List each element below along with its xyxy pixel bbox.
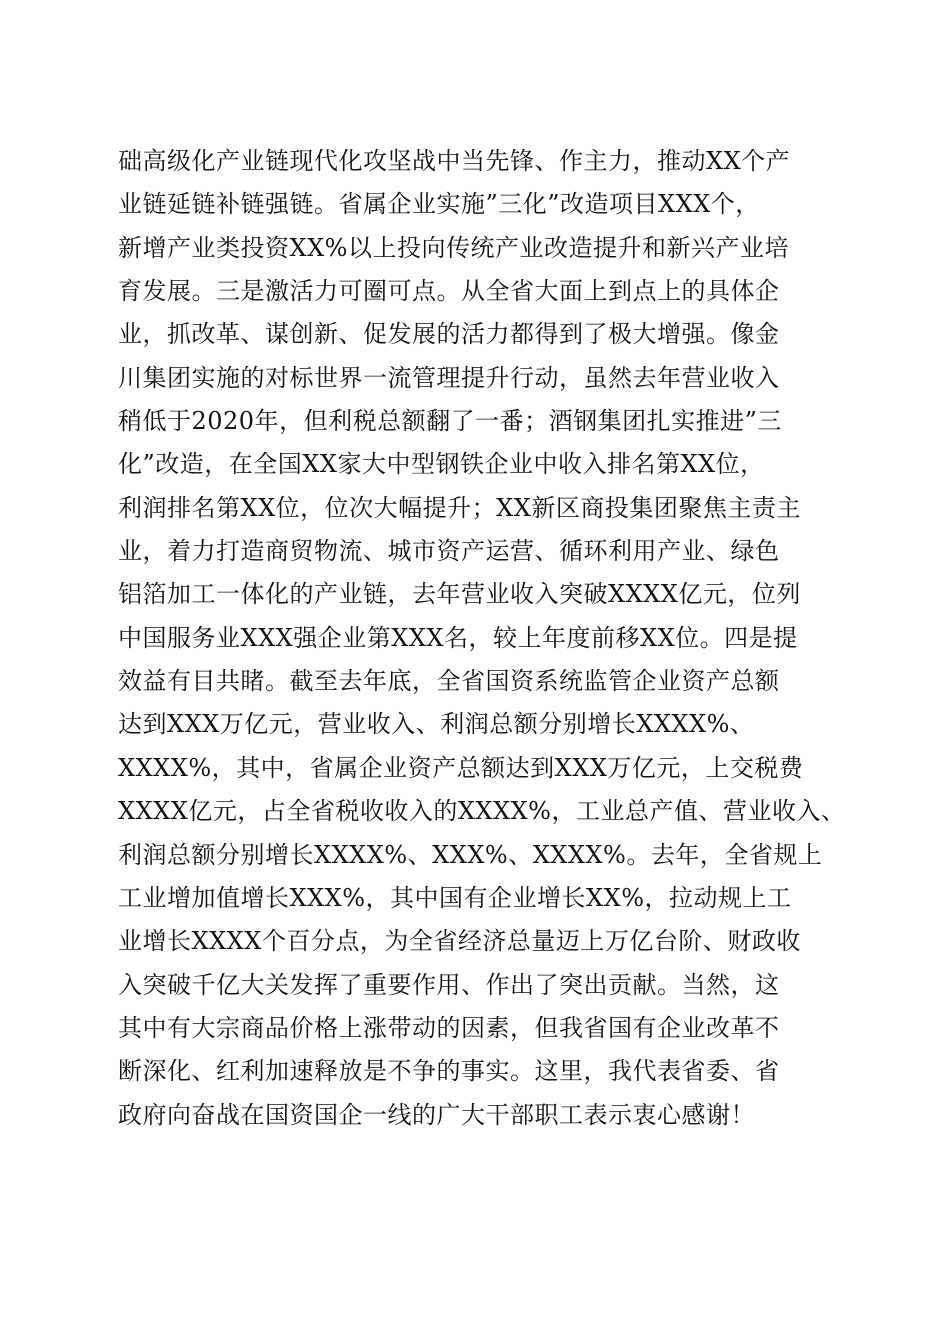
text-line: 业增长XXXX个百分点，为全省经济总量迈上万亿台阶、财政收 bbox=[118, 927, 801, 956]
text-line: XXXX%，其中，省属企业资产总额达到XXX万亿元，上交税费 bbox=[118, 753, 804, 782]
text-line: 业，抓改革、谋创新、促发展的活力都得到了极大增强。像金 bbox=[118, 320, 780, 349]
text-line: 铝箔加工一体化的产业链，去年营业收入突破XXXX亿元，位列 bbox=[118, 580, 801, 609]
text-line: 利润排名第XX位，位次大幅提升；XX新区商投集团聚焦主责主 bbox=[118, 493, 801, 522]
text-line: 入突破千亿大关发挥了重要作用、作出了突出贡献。当然，这 bbox=[118, 970, 780, 999]
text-line: 中国服务业XXX强企业第XXX名，较上年度前移XX位。四是提 bbox=[118, 623, 798, 652]
text-line: XXXX亿元，占全省税收收入的XXXX%，工业总产值、营业收入、 bbox=[118, 797, 846, 826]
text-line: 其中有大宗商品价格上涨带动的因素，但我省国有企业改革不 bbox=[118, 1013, 780, 1042]
text-line: 育发展。三是激活力可圈可点。从全省大面上到点上的具体企 bbox=[118, 277, 780, 306]
text-line: 础高级化产业链现代化攻坚战中当先锋、作主力，推动XX个产 bbox=[118, 147, 791, 175]
text-line: 化”改造，在全国XX家大中型钢铁企业中收入排名第XX位， bbox=[118, 450, 765, 479]
text-line: 达到XXX万亿元，营业收入、利润总额分别增长XXXX%、 bbox=[118, 710, 755, 739]
text-line: 工业增加值增长XXX%，其中国有企业增长XX%，拉动规上工 bbox=[118, 883, 792, 912]
text-line: 业链延链补链强链。省属企业实施”三化”改造项目XXX个， bbox=[118, 190, 760, 219]
text-line: 利润总额分别增长XXXX%、XXX%、XXXX%。去年，全省规上 bbox=[118, 840, 823, 869]
text-line: 川集团实施的对标世界一流管理提升行动，虽然去年营业收入 bbox=[118, 363, 780, 392]
text-line: 业，着力打造商贸物流、城市资产运营、循环利用产业、绿色 bbox=[118, 537, 780, 566]
body-paragraph bbox=[118, 140, 846, 1137]
text-line: 稍低于2020年，但利税总额翻了一番；酒钢集团扎实推进”三 bbox=[118, 407, 782, 436]
text-line: 政府向奋战在国资国企一线的广大干部职工表示衷心感谢！ bbox=[118, 1100, 755, 1129]
text-line: 效益有目共睹。截至去年底，全省国资系统监管企业资产总额 bbox=[118, 667, 780, 696]
text-line: 新增产业类投资XX%以上投向传统产业改造提升和新兴产业培 bbox=[118, 233, 789, 262]
text-line: 断深化、红利加速释放是不争的事实。这里，我代表省委、省 bbox=[118, 1057, 780, 1086]
